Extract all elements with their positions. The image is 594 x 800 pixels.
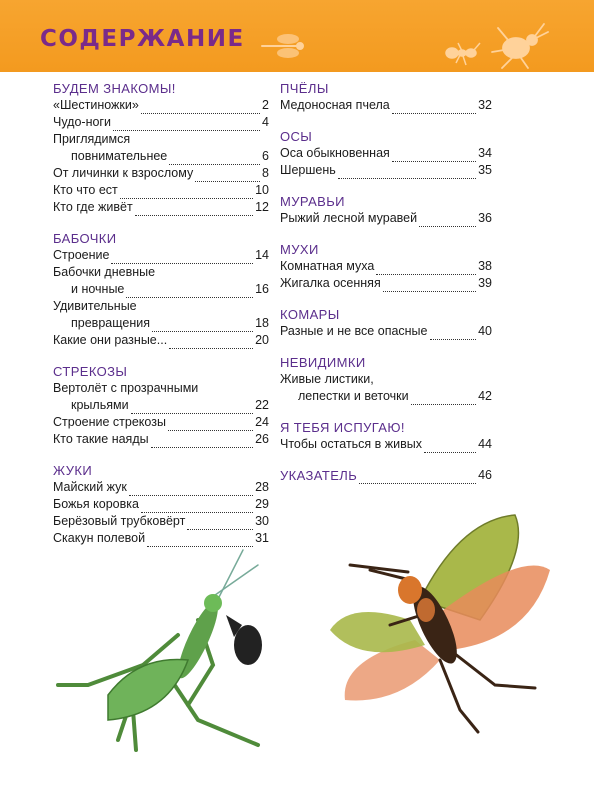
toc-entry[interactable] (280, 388, 492, 405)
dot-leader (141, 101, 260, 114)
section-title: БУДЕМ ЗНАКОМЫ! (53, 81, 176, 96)
entry-page: 18 (255, 316, 269, 330)
toc-entry[interactable] (53, 199, 269, 216)
entry-title: Жигалка осенняя (280, 276, 381, 290)
toc-entry[interactable] (280, 97, 492, 114)
dot-leader (187, 517, 253, 530)
entry-page: 10 (255, 183, 269, 197)
toc-entry[interactable] (280, 258, 492, 275)
entry-page: 34 (478, 146, 492, 160)
entry-page: 39 (478, 276, 492, 290)
entry-title-line1: Удивительные (53, 299, 137, 313)
dot-leader (168, 418, 253, 431)
section-title: НЕВИДИМКИ (280, 355, 366, 370)
entry-title-line1: Бабочки дневные (53, 265, 156, 279)
dot-leader (152, 319, 253, 332)
toc-section (280, 241, 492, 292)
entry-title: Разные и не все опасные (280, 324, 428, 338)
dot-leader (419, 214, 476, 227)
entry-page: 24 (255, 415, 269, 429)
grasshopper-illustration (330, 510, 555, 740)
entry-title: Оса обыкновенная (280, 146, 390, 160)
toc-entry[interactable] (53, 414, 269, 431)
section-title: СТРЕКОЗЫ (53, 364, 128, 379)
toc-entry[interactable] (53, 114, 269, 131)
entry-title: Божья коровка (53, 497, 139, 511)
entry-page: 44 (478, 437, 492, 451)
entry-page: 6 (262, 149, 269, 163)
entry-page: 42 (478, 389, 492, 403)
entry-page: 40 (478, 324, 492, 338)
entry-page: 38 (478, 259, 492, 273)
dot-leader (392, 101, 476, 114)
dot-leader (111, 251, 253, 264)
dot-leader (126, 285, 253, 298)
dot-leader (129, 483, 253, 496)
dot-leader (383, 279, 476, 292)
toc-entry[interactable] (53, 513, 269, 530)
toc-entry[interactable] (53, 479, 269, 496)
toc-entry[interactable] (280, 210, 492, 227)
entry-title: повнимательнее (71, 149, 168, 163)
toc-entry[interactable] (53, 315, 269, 332)
entry-title: Кто где живёт (53, 200, 133, 214)
entry-title: Кто что ест (53, 183, 118, 197)
dot-leader (338, 166, 476, 179)
entry-page: 16 (255, 282, 269, 296)
section-title: БАБОЧКИ (53, 231, 117, 246)
entry-title: Комнатная муха (280, 259, 375, 273)
page-title: СОДЕРЖАНИЕ (40, 26, 245, 52)
ant-icon (444, 38, 484, 68)
beetle-icon (488, 18, 550, 70)
entry-title: Шершень (280, 163, 336, 177)
toc-section (53, 462, 269, 547)
toc-entry[interactable] (53, 165, 269, 182)
toc-entry[interactable] (280, 275, 492, 292)
entry-title: От личинки к взрослому (53, 166, 194, 180)
header-banner (0, 0, 594, 72)
entry-title-line1: Живые листики, (280, 372, 374, 386)
entry-title: крыльями (71, 398, 129, 412)
toc-section (280, 128, 492, 179)
toc-entry[interactable] (53, 148, 269, 165)
toc-entry[interactable] (53, 397, 269, 414)
toc-section (280, 354, 492, 405)
dot-leader (120, 186, 253, 199)
entry-title: превращения (71, 316, 150, 330)
dot-leader (376, 262, 476, 275)
entry-title: и ночные (71, 282, 125, 296)
entry-title: Чтобы остаться в живых (280, 437, 423, 451)
entry-page: 28 (255, 480, 269, 494)
entry-page: 46 (478, 468, 492, 482)
toc-section (280, 467, 492, 484)
entry-title: Строение стрекозы (53, 415, 166, 429)
entry-title: Чудо-ноги (53, 115, 111, 129)
dot-leader (195, 169, 260, 182)
entry-title: Какие они разные... (53, 333, 168, 347)
toc-entry[interactable] (280, 162, 492, 179)
dot-leader (135, 203, 253, 216)
dot-leader (169, 152, 260, 165)
entry-page: 32 (478, 98, 492, 112)
entry-page: 2 (262, 98, 269, 112)
entry-page: 22 (255, 398, 269, 412)
dot-leader (430, 327, 477, 340)
entry-page: 29 (255, 497, 269, 511)
section-title: Я ТЕБЯ ИСПУГАЮ! (280, 420, 405, 435)
section-title: КОМАРЫ (280, 307, 340, 322)
entry-title: Майский жук (53, 480, 127, 494)
toc-entry[interactable] (280, 323, 492, 340)
entry-title: Скакун полевой (53, 531, 146, 545)
dot-leader (392, 149, 476, 162)
entry-page: 4 (262, 115, 269, 129)
entry-title-line1: Вертолёт с прозрачными (53, 381, 199, 395)
toc-section (53, 363, 269, 448)
entry-page: 36 (478, 211, 492, 225)
dot-leader (113, 118, 260, 131)
toc-section (280, 193, 492, 227)
toc-section (280, 419, 492, 453)
toc-section (53, 80, 269, 216)
dot-leader (141, 500, 253, 513)
entry-page: 26 (255, 432, 269, 446)
entry-page: 8 (262, 166, 269, 180)
index-title: УКАЗАТЕЛЬ (280, 468, 358, 483)
dot-leader (359, 471, 476, 484)
entry-title: Берёзовый трубковёрт (53, 514, 186, 528)
entry-page: 12 (255, 200, 269, 214)
toc-right-column (280, 80, 492, 498)
toc-entry[interactable] (53, 431, 269, 448)
section-title: ЖУКИ (53, 463, 93, 478)
section-title: ОСЫ (280, 129, 313, 144)
toc-entry[interactable] (53, 332, 269, 349)
entry-title: Кто такие наяды (53, 432, 149, 446)
entry-title-line1: Приглядимся (53, 132, 131, 146)
entry-title: Медоносная пчела (280, 98, 390, 112)
toc-entry[interactable] (53, 97, 269, 114)
toc-section (280, 306, 492, 340)
section-title: ПЧЁЛЫ (280, 81, 329, 96)
dot-leader (424, 440, 476, 453)
entry-title: Строение (53, 248, 110, 262)
toc-left-column (53, 80, 269, 561)
entry-title: лепестки и веточки (298, 389, 409, 403)
dot-leader (169, 336, 253, 349)
dot-leader (411, 392, 477, 405)
dot-leader (151, 435, 253, 448)
toc-entry[interactable] (53, 247, 269, 264)
toc-entry-index[interactable] (280, 467, 492, 484)
entry-page: 20 (255, 333, 269, 347)
entry-page: 14 (255, 248, 269, 262)
section-title: МУРАВЬИ (280, 194, 345, 209)
entry-page: 30 (255, 514, 269, 528)
entry-title: «Шестиножки» (53, 98, 139, 112)
entry-title: Рыжий лесной муравей (280, 211, 418, 225)
toc-entry[interactable] (280, 145, 492, 162)
entry-page: 31 (255, 531, 269, 545)
toc-section (53, 230, 269, 349)
toc-entry[interactable] (280, 436, 492, 453)
mantis-illustration (48, 545, 278, 760)
dot-leader (131, 401, 254, 414)
toc-section (280, 80, 492, 114)
toc-entry[interactable] (53, 496, 269, 513)
toc-entry[interactable] (53, 182, 269, 199)
entry-page: 35 (478, 163, 492, 177)
section-title: МУХИ (280, 242, 319, 257)
toc-entry[interactable] (53, 281, 269, 298)
dragonfly-icon (258, 30, 308, 62)
